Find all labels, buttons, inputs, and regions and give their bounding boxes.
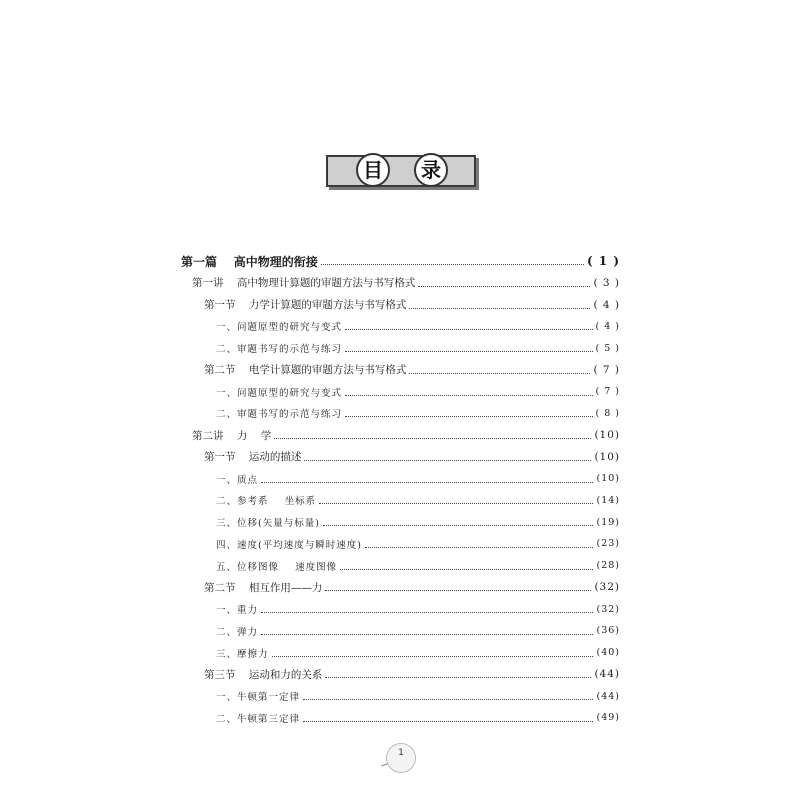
toc-leader-dots xyxy=(261,633,593,635)
toc-entry-page: ( 7 ) xyxy=(595,386,620,397)
toc-entry-label: 第二讲 力 学 xyxy=(192,429,272,442)
toc-leader-dots xyxy=(340,568,593,570)
toc-leader-dots xyxy=(319,502,593,504)
toc-entry-label: 三、位移(矢量与标量) xyxy=(216,518,320,529)
toc-leader-dots xyxy=(321,263,584,265)
toc-leader-dots xyxy=(323,524,594,526)
toc-entry[interactable] xyxy=(216,622,620,640)
toc-entry-page: ( 5 ) xyxy=(595,342,620,354)
title-char-mu: 目 xyxy=(356,153,390,187)
toc-entry[interactable] xyxy=(204,296,620,314)
toc-leader-dots xyxy=(409,307,590,309)
toc-entry-label: 一、牛顿第一定律 xyxy=(216,692,301,703)
toc-entry[interactable] xyxy=(216,687,620,705)
toc-entry[interactable] xyxy=(204,361,620,379)
toc-title-box xyxy=(326,155,476,187)
toc-entry[interactable] xyxy=(216,644,620,662)
toc-leader-dots xyxy=(304,459,591,461)
toc-entry[interactable] xyxy=(216,404,620,422)
toc-entry[interactable] xyxy=(216,709,620,727)
toc-leader-dots xyxy=(261,481,593,483)
toc-entry-page: (14) xyxy=(596,494,620,506)
toc-leader-dots xyxy=(303,698,593,700)
toc-entry-label: 二、参考系 坐标系 xyxy=(216,496,317,508)
toc-leader-dots xyxy=(418,285,590,287)
toc-entry-label: 二、审题书写的示范与练习 xyxy=(216,344,343,355)
toc-entry-label: 二、牛顿第三定律 xyxy=(216,713,301,725)
toc-entry[interactable] xyxy=(216,600,620,618)
toc-leader-dots xyxy=(325,589,591,591)
toc-leader-dots xyxy=(345,350,592,352)
toc-leader-dots xyxy=(365,546,594,548)
toc-entry-label: 二、弹力 xyxy=(216,626,259,638)
toc-entry-page: (32) xyxy=(594,581,620,594)
toc-entry-page: (19) xyxy=(596,516,620,528)
toc-entry-page: (10) xyxy=(594,450,620,463)
toc-entry[interactable] xyxy=(216,470,620,488)
toc-entry-page: ( 7 ) xyxy=(593,363,620,376)
toc-entry-label: 五、位移图像 速度图像 xyxy=(216,561,338,573)
toc-entry-page: ( 1 ) xyxy=(586,254,620,268)
toc-entry[interactable] xyxy=(216,491,620,509)
toc-leader-dots xyxy=(303,720,593,722)
toc-entry-label: 第一篇 高中物理的衔接 xyxy=(181,254,318,269)
toc-entry-page: (10) xyxy=(594,429,620,441)
toc-entry-label: 一、问题原型的研究与变式 xyxy=(216,322,343,334)
toc-entry-label: 第二节 电学计算题的审题方法与书写格式 xyxy=(204,364,407,377)
toc-entry-label: 第二节 相互作用——力 xyxy=(204,581,323,594)
toc-entry-page: ( 4 ) xyxy=(593,298,620,311)
toc-entry[interactable] xyxy=(204,578,620,596)
toc-leader-dots xyxy=(345,415,592,417)
toc-leader-dots xyxy=(345,394,592,396)
toc-entry[interactable] xyxy=(216,557,620,575)
toc-leader-dots xyxy=(409,372,590,374)
toc-leader-dots xyxy=(274,437,591,439)
toc-entry-page: (32) xyxy=(596,603,620,615)
toc-entry-label: 第一讲 高中物理计算题的审题方法与书写格式 xyxy=(192,277,416,290)
toc-leader-dots xyxy=(325,676,591,678)
toc-entry-page: (28) xyxy=(596,560,620,571)
toc-entry-label: 三、摩擦力 xyxy=(216,648,269,660)
toc-entry[interactable] xyxy=(216,317,620,335)
toc-entry-page: (44) xyxy=(596,690,620,702)
toc-entry-label: 第三节 运动和力的关系 xyxy=(204,668,323,681)
toc-entry-label: 第一节 力学计算题的审题方法与书写格式 xyxy=(204,299,407,311)
toc-entry[interactable] xyxy=(192,426,620,444)
page-number: 1 xyxy=(386,743,416,773)
toc-entry-page: (10) xyxy=(596,473,620,484)
toc-entry-label: 四、速度(平均速度与瞬时速度) xyxy=(216,539,362,551)
toc-entry-label: 一、问题原型的研究与变式 xyxy=(216,387,343,399)
toc-entry-page: (23) xyxy=(596,538,620,550)
toc-entry[interactable] xyxy=(216,339,620,357)
toc-entry-label: 二、审题书写的示范与练习 xyxy=(216,409,343,421)
toc-entry-page: ( 8 ) xyxy=(595,407,620,419)
toc-entry-page: ( 4 ) xyxy=(595,320,620,332)
title-char-lu: 录 xyxy=(414,153,448,187)
toc-entry-page: (49) xyxy=(596,712,620,724)
toc-entry-label: 一、质点 xyxy=(216,474,259,486)
toc-entry-page: (36) xyxy=(596,625,620,637)
toc-entry-page: (40) xyxy=(596,647,620,658)
toc-entry[interactable] xyxy=(204,448,620,466)
toc-entry-page: ( 3 ) xyxy=(593,276,620,289)
toc-entry-label: 第一节 运动的描述 xyxy=(204,451,302,464)
toc-entry[interactable] xyxy=(204,665,620,683)
toc-entry[interactable] xyxy=(216,383,620,401)
toc-leader-dots xyxy=(261,611,593,613)
toc-entry-page: (44) xyxy=(594,668,620,681)
toc-entry-label: 一、重力 xyxy=(216,605,259,616)
toc-leader-dots xyxy=(272,655,594,657)
toc-leader-dots xyxy=(345,328,592,330)
toc-entry[interactable] xyxy=(192,274,620,292)
toc-entry[interactable] xyxy=(181,252,620,270)
toc-entry[interactable] xyxy=(216,535,620,553)
toc-entry[interactable] xyxy=(216,513,620,531)
